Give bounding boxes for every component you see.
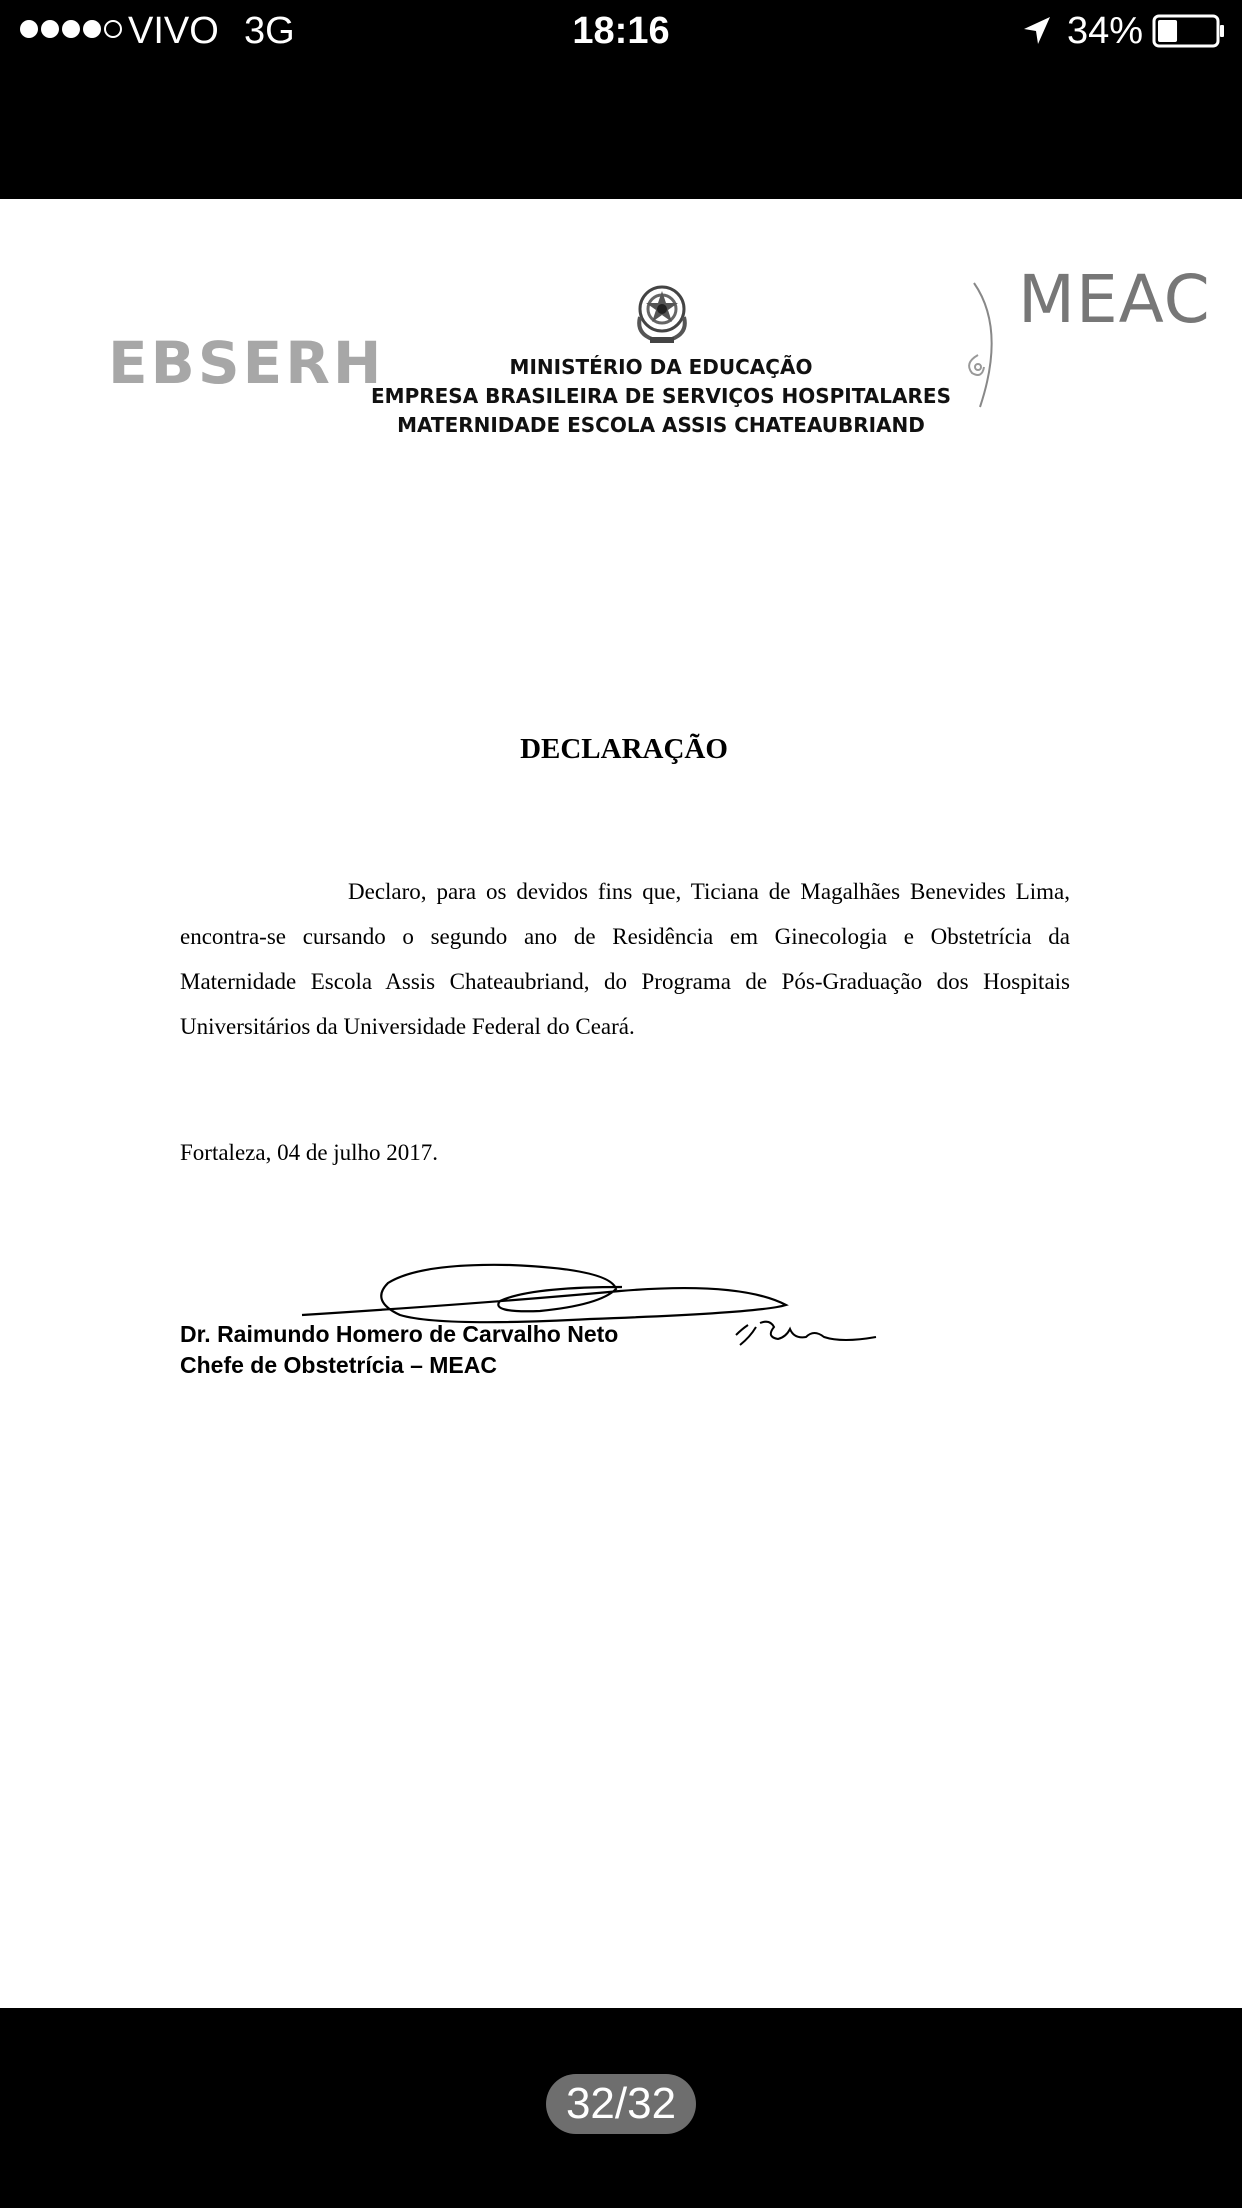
- signer-role: Chefe de Obstetrícia – MEAC: [180, 1352, 497, 1378]
- status-time: 18:16: [572, 10, 670, 52]
- coat-of-arms-icon: [626, 277, 698, 349]
- viewer-bottom-bar: [0, 2008, 1242, 2208]
- ebserh-logo: EBSERH: [108, 329, 385, 397]
- header-line-company: EMPRESA BRASILEIRA DE SERVIÇOS HOSPITALARES: [371, 384, 951, 408]
- handwritten-initials: [730, 1307, 880, 1357]
- status-bar: [0, 0, 1242, 62]
- battery-icon: [1152, 14, 1226, 48]
- header-line-maternity: MATERNIDADE ESCOLA ASSIS CHATEAUBRIAND: [397, 413, 925, 437]
- battery-percentage: 34%: [1067, 10, 1144, 52]
- signer-block: [180, 1319, 618, 1381]
- document-page[interactable]: [0, 199, 1242, 2008]
- signer-name: Dr. Raimundo Homero de Carvalho Neto: [180, 1321, 619, 1347]
- carrier-name: VIVO: [128, 10, 219, 52]
- document-body: Declaro, para os devidos fins que, Ticiana de Magalhães Benevides Lima, encontra-se cursando o segundo ano de Residência em Ginecologia e Obstetrícia da Maternidade Escola Assis Chateaubriand, do Programa de Pós-Graduação dos Hospitais Universitários da Universidade Federal do Ceará.: [180, 879, 1070, 1039]
- document-title: DECLARAÇÃO: [520, 733, 728, 765]
- document-date: Fortaleza, 04 de julho 2017.: [180, 1140, 439, 1165]
- page-counter[interactable]: 32/32: [546, 2074, 696, 2134]
- network-type: 3G: [244, 10, 295, 52]
- meac-logo: MEAC: [1018, 261, 1211, 338]
- meac-emblem-icon: [962, 279, 1008, 409]
- location-arrow-icon: [1020, 14, 1054, 48]
- document-header: [0, 353, 1242, 440]
- header-line-ministry: MINISTÉRIO DA EDUCAÇÃO: [509, 355, 813, 379]
